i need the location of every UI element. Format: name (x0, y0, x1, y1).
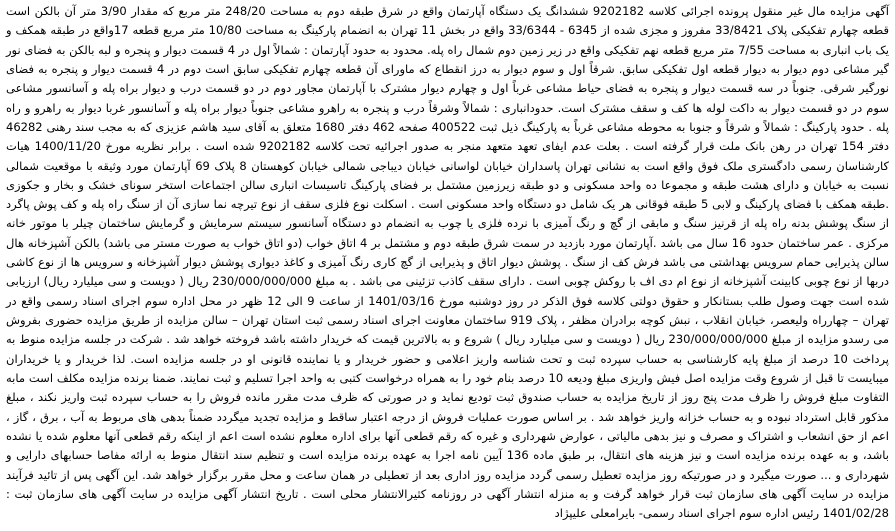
notice-body-text: آگهی مزایده مال غیر منقول پرونده اجرائی کلاسه 9202182 ششدانگ یک دستگاه آپارتمان واقع در شرق طبقه دوم به مساحت 248/20 متر مربع که مقدار 3/90 متر آن بالکن است قطعه چهارم تفکیکی پلاک 33/8421 مفروز و مجزی شده از 6345 - 33/6344 واقع در بخش 11 تهران به انضمام پارکینگ به مساحت 10/80 متر مربع قطعه 17واقع در طبقه همکف و یک باب انباری به مساحت 7/55 متر مربع قطعه نهم تفکیکی واقع در زیر زمین دوم شمال راه پله. محدود به حدود آپارتمان : شمالاً اول در 4 قسمت دیوار و پنجره و لبه بالکن به فضای نور گیر مشاعی دوم دیوار به دیوار قطعه اول تفکیکی سابق. شرقاً اول و سوم دیوار به درز انقطاع که ماورای آن قطعه چهارم تفکیکی سابق است دوم در 4 قسمت دیوار و پنجره به فضای نورگیر شرقی. جنوباً در سه قسمت دیوار و پنجره به فضای حیاط مشاعی غرباً اول و چهارم دیوار مشترک با آپارتمان مجاور دوم در دو قسمت درب و دیوار براه پله و آسانسور مشاعی سوم در دو قسمت دیوار به داکت لوله ها کف و سقف مشترک است. حدودانباری : شمالاً وشرقاً درب و پنجره به راهرو مشاعی جنوباً دیوار براه پله و آسانسور غربا دیوار به راهرو و راه پله . حدود پارکینگ : شمالاً و شرقاً و جنوبا به محوطه مشاعی غرباً به پارکینگ ذیل ثبت 400522 صفحه 462 دفتر 1680 متعلق به آقای سید هاشم عزیزی که به مجب سند رهنی 46282 دفتر 154 تهران در رهن بانک ملت قرار گرفته است . بعلت عدم ایفای تعهد متعهد منجر به صدور اجرائیه تحت کلاسه 9202182 شده است . برابر نظریه مورخ 1400/11/20 هیات کارشناسان رسمی دادگستری ملک فوق واقع است به نشانی تهران پاسداران خیابان لواسانی خیابان دیباجی شمالی خیابان کوهستان 8 پلاک 69 آپارتمان مورد وثیقه با موقعیت شمالی نسبت به خیابان و دارای هشت طبقه و مجموعا ده واحد مسکونی و دو طبقه زیرزمین مشتمل بر فضای پارکینگ تاسیسات انباری سالن اجتماعات استخر سونای خشک و بخار و جکوزی .طبقه همکف با فضای پارکینگ و لابی 5 طبقه فوقانی هر یک شامل دو دستگاه واحد مسکونی است . اسکلت نوع فلزی سقف از نوع تیرچه نما سازی آن از سنگ راه پله و کف پوش پاگرد از سنگ پوشش بدنه راه پله از قرنیز سنگ و مابقی از گچ و رنگ آمیزی با نرده فلزی یا چوب به انضمام دو دستگاه آسانسور سیستم سرمایش و گرمایش ساختمان چیلر با موتور خانه مرکزی . عمر ساختمان حدود 16 سال می باشد .آپارتمان مورد بازدید در سمت شرق طبقه دوم و مشتمل بر 4 اتاق خواب (دو اتاق خواب به صورت مستر می باشد) بالکن آشپزخانه هال سالن پذیرایی حمام سرویس بهداشتی می باشد فرش کف از سنگ . پوشش دیوار اتاق و پذیرایی از گچ کاری رنگ آمیزی و کاغذ دیواری پوشش دیوار آشپزخانه و سرویس ها از نوع کاشی دربها از نوع چوبی کابینت آشپزخانه از نوع ام دی اف با روکش چوبی است . دارای سقف کاذب تزئینی می باشد . به مبلغ 230/000/000/000 ریال ( دویست و سی میلیارد ریال) ارزیابی شده است جهت وصول طلب بستانکار و حقوق دولتی کلاسه فوق الذکر در روز دوشنبه مورخ 1401/03/16 از ساعت 9 الی 12 ظهر در محل اداره سوم اجرای اسناد رسمی واقع در تهران – چهارراه ولیعصر، خیابان انقلاب ، نبش کوچه برادران مظفر ، پلاک 919 ساختمان معاونت اجرای اسناد رسمی ثبت استان تهران – سالن مزایده از طریق مزایده حضوری بفروش می رسدو مزایده از مبلغ 230/000/000/000 ریال ( دویست و سی میلیارد ریال ) شروع و به بالاترین قیمت که خریدار داشته باشد فروخته خواهد شد . شرکت در جلسه مزایده منوط به پرداخت 10 درصد از مبلغ پایه کارشناسی به حساب سپرده ثبت و تحت شناسه واریز اعلامی و حضور خریدار و یا نماینده قانونی او در جلسه مزایده است. لذا خریدار و یا خریداران میبایست تا قبل از شروع وقت مزایده اصل فیش واریزی مبلغ ودیعه 10 درصد بنام خود را به همراه درخواست کتبی به واحد اجرا تسلیم و ثبت نمایند. ضمنا برنده مزایده مکلف است مابه التفاوت مبلغ فروش را ظرف مدت پنج روز از تاریخ مزایده به حساب صندوق ثبت تودیع نماید و در صورتی که ظرف مدت مقرر مانده فروش را به حساب سپرده ثبت واریز نکند ، مبلغ مذکور قابل استرداد نبوده و به حساب خزانه واریز خواهد شد . بر اساس صورت عملیات فروش از درجه اعتبار ساقط و مزایده تجدید میگردد ضمناً بدهی های مربوط به آب ، برق ، گاز ، اعم از حق انشعاب و اشتراک و مصرف و نیز بدهی مالیاتی ، عوارض شهرداری و غیره که رقم قطعی آنها برای اداره معلوم نشده است اعم از اینکه رقم قطعی آنها معلوم شده یا نشده باشد، و به عهده برنده مزایده است و نیز هزینه های انتقال، بر طبق ماده 136 آیین نامه اجرا به عهده برنده مزایده است و تنظیم سند انتقال منوط به ارائه مفاصا حسابهای دارایی و شهرداری و ... صورت میگیرد و در صورتیکه روز مزایده تعطیل رسمی گردد مزایده روز اداری بعد از تعطیلی در همان ساعت و محل مقرر برگزار خواهد شد. این آگهی پس از تائید فرآیند مزایده در سایت آگهی های سازمان ثبت قرار خواهد گرفت و به منزله انتشار آگهی در روزنامه کثیرالانتشار محلی است . تاریخ انتشار آگهی مزایده در سایت آگهی های سازمان ثبت : 1401/02/28 رئیس اداره سوم اجرای اسناد رسمی- بایرامعلی علیپژاد (6, 4, 890, 521)
